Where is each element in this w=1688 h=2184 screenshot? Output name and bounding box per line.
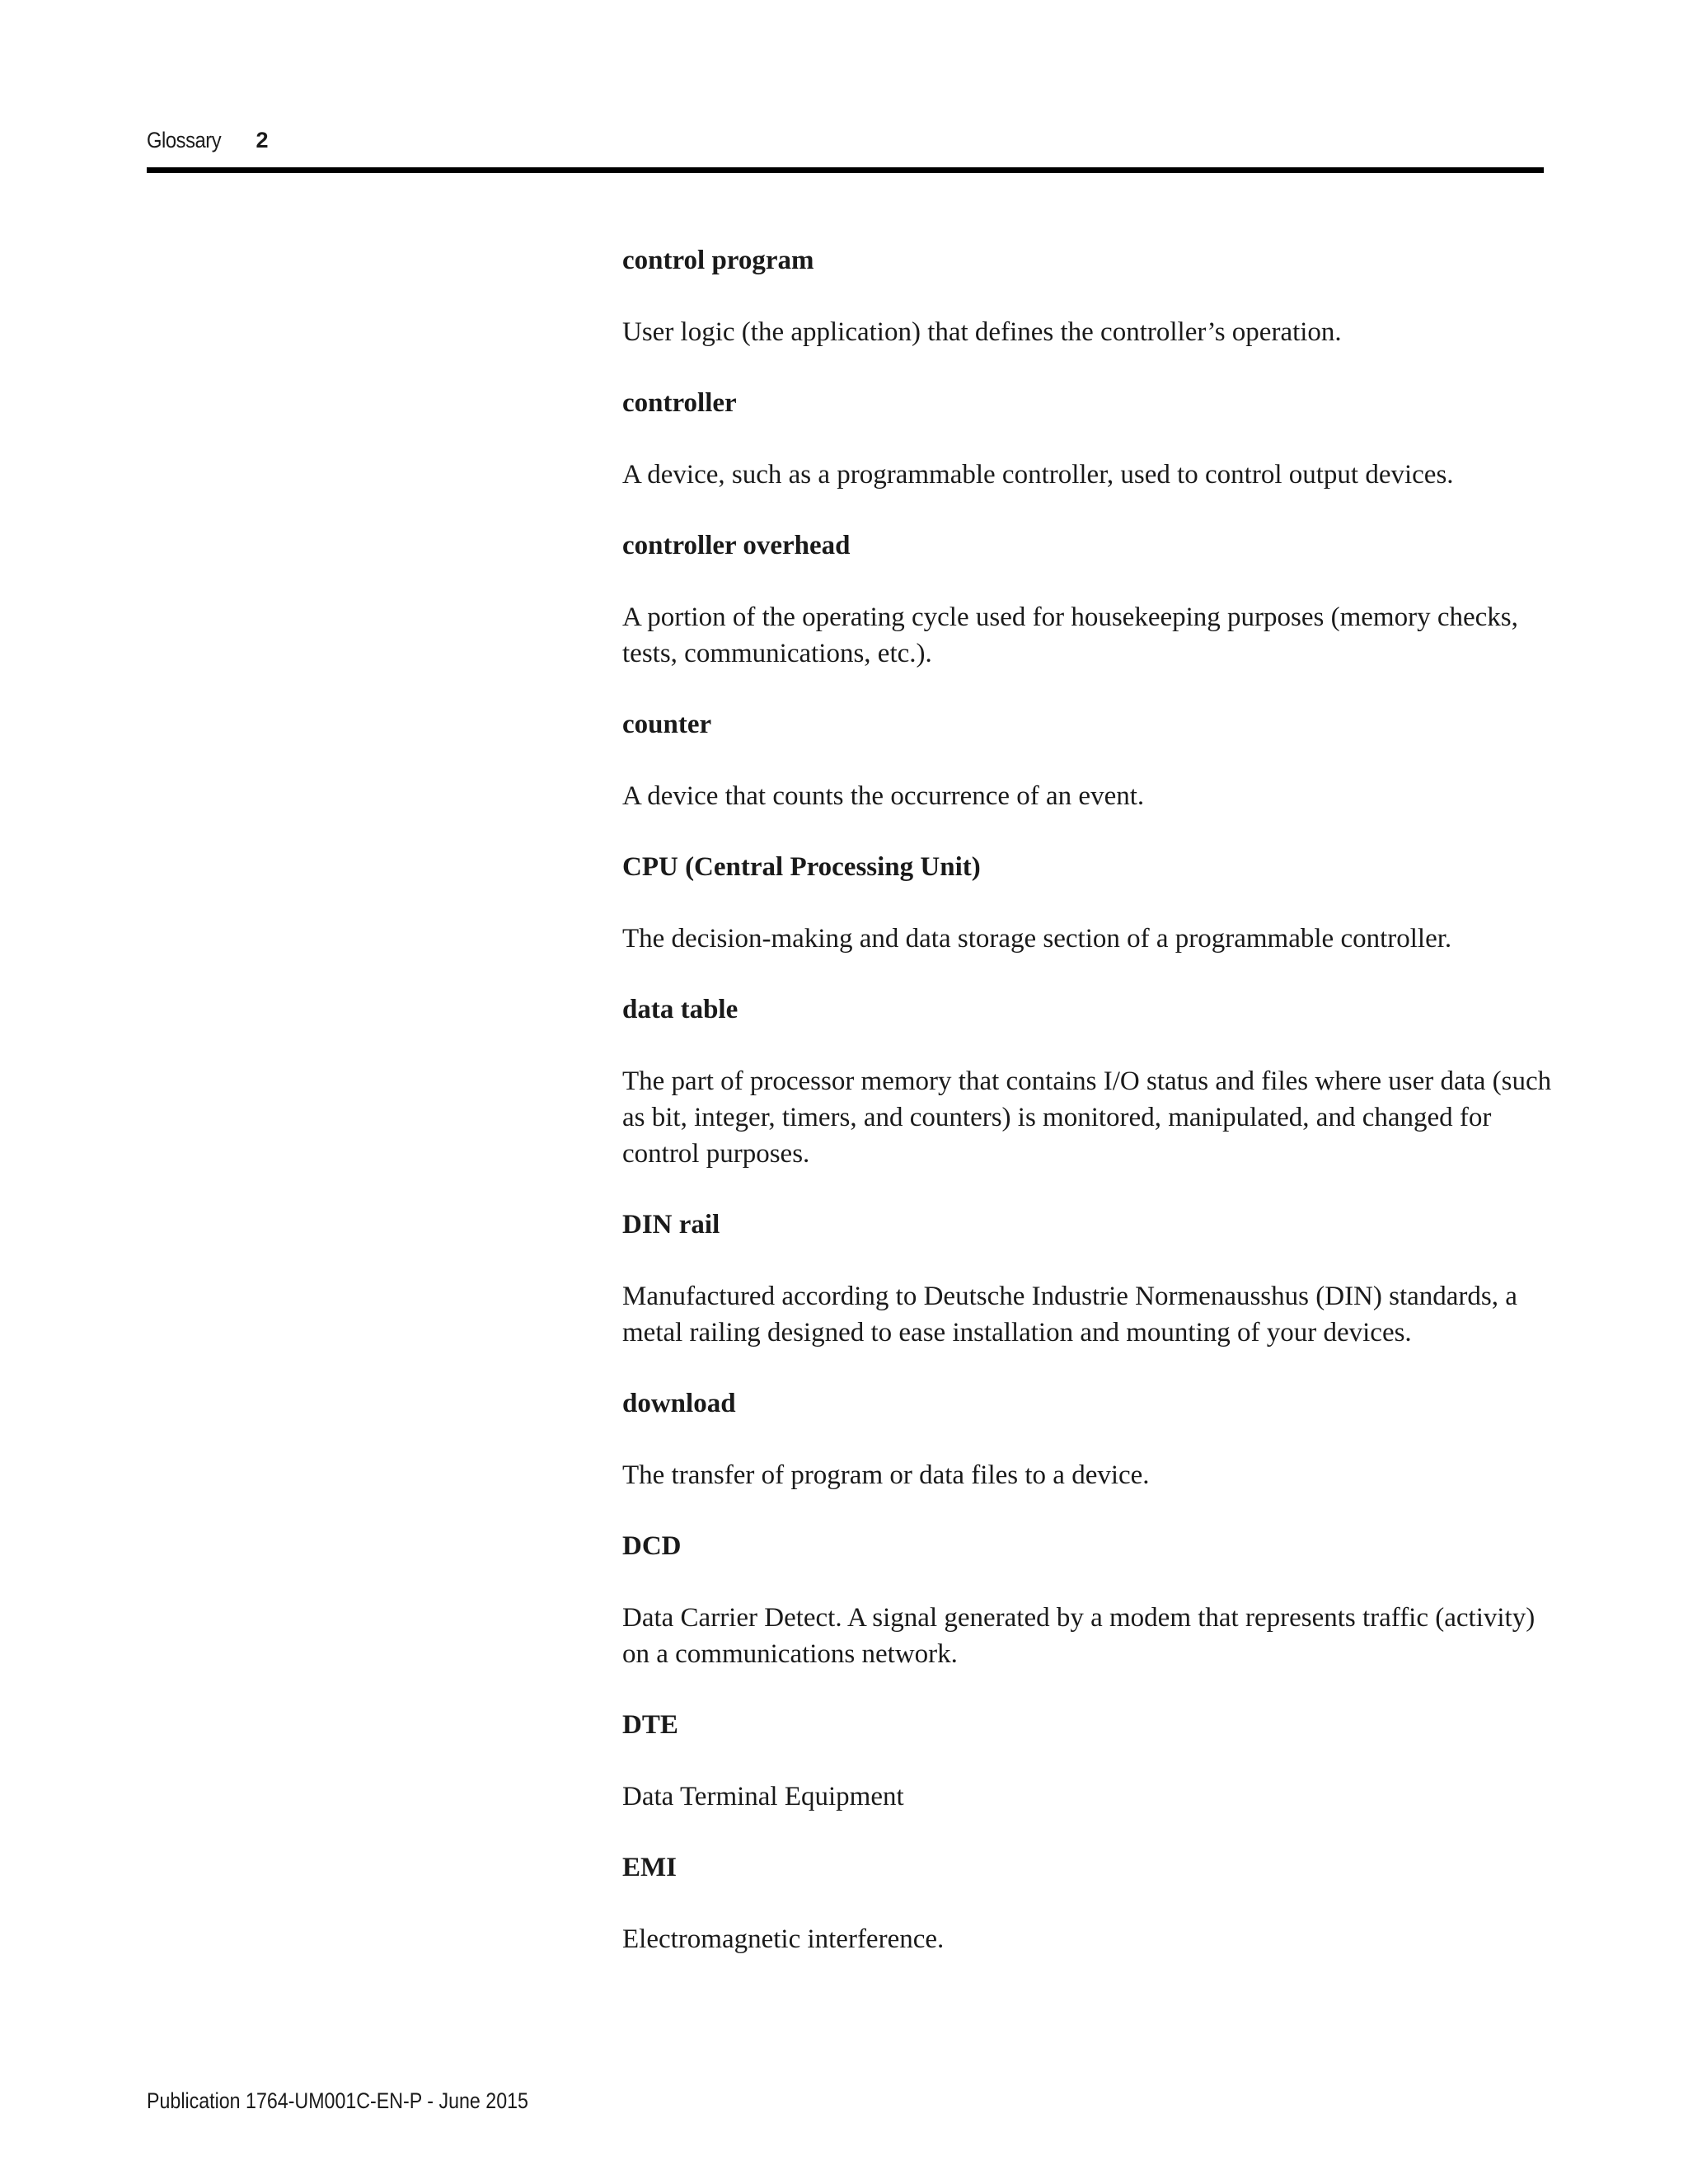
glossary-definition: A device, such as a programmable controller, used to control output devices. [622,460,1454,490]
glossary-definition: The part of processor memory that contains I/O status and files where user data (such as bit, integer, timers, and counters) is monitored, manipulated, and changed for control purposes. [622,1066,1552,1169]
glossary-definition: Data Terminal Equipment [622,1782,904,1811]
glossary-term: DTE [622,1710,678,1740]
glossary-term: data table [622,995,738,1024]
glossary-term: DCD [622,1531,682,1561]
glossary-definition: A portion of the operating cycle used for housekeeping purposes (memory checks, tests, communications, etc.). [622,602,1518,668]
glossary-definition: Electromagnetic interference. [622,1924,945,1954]
glossary-term: controller overhead [622,531,851,560]
header-rule [147,167,1544,173]
glossary-definition: User logic (the application) that defines the controller’s operation. [622,317,1342,347]
glossary-definition: The transfer of program or data files to a device. [622,1460,1150,1490]
glossary-term: download [622,1389,736,1418]
glossary-term: EMI [622,1853,677,1882]
glossary-term: control program [622,246,814,275]
glossary-term: counter [622,710,712,739]
glossary-definition: The decision-making and data storage section of a programmable controller. [622,924,1452,954]
glossary-term: DIN rail [622,1210,720,1240]
section-title: Glossary [147,127,222,152]
page-header [147,124,268,157]
page-number: 2 [256,127,269,152]
glossary-definition: A device that counts the occurrence of an event. [622,781,1145,811]
publication-footer: Publication 1764-UM001C-EN-P - June 2015 [147,2088,528,2113]
glossary-term: CPU (Central Processing Unit) [622,852,981,882]
glossary-list [622,242,1554,1992]
glossary-definition: Manufactured according to Deutsche Industrie Normenausshus (DIN) standards, a metal railing designed to ease installation and mounting of your devices. [622,1282,1517,1347]
glossary-definition: Data Carrier Detect. A signal generated by a modem that represents traffic (activity) on a communications network. [622,1603,1536,1669]
glossary-term: controller [622,388,737,418]
